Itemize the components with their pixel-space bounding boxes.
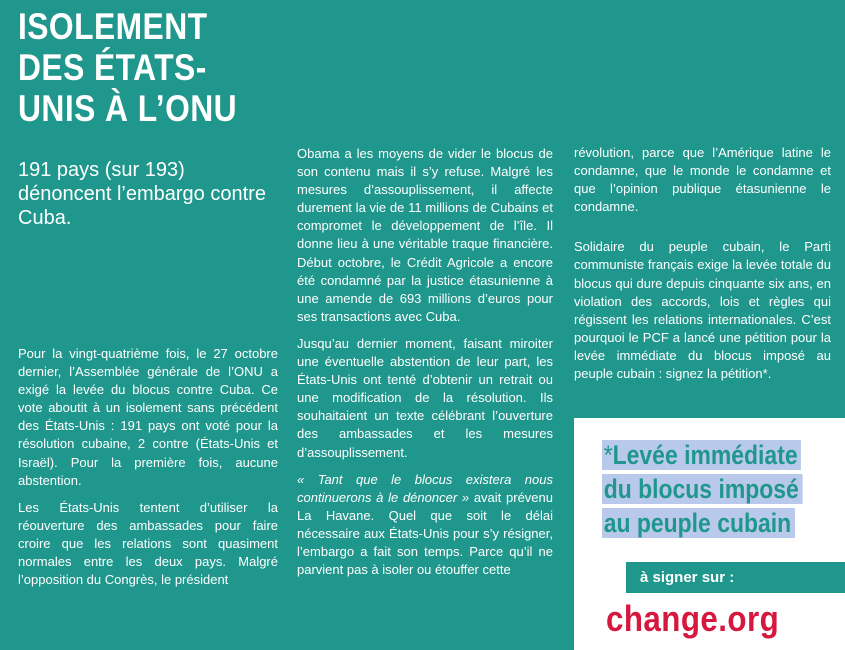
column-2: [297, 145, 553, 588]
paragraph: Les États-Unis tentent d’utiliser la réouverture des ambassades pour faire croire que les relations sont quasiment normales entre les deux pays. Malgré l’opposition du Congrès, le président: [18, 499, 278, 588]
article-title: [18, 6, 242, 129]
petition-heading: [602, 438, 798, 540]
paragraph: Solidaire du peuple cubain, le Parti communiste français exige la levée totale du blocus qui dure depuis cinquante six ans, en violation des accords, lois et règles qui régissent les relations internationales. C’est pourquoi le PCF a lancé une pétition pour la levée immédiate du blocus imposé au peuple cubain : signez la pétition*.: [574, 239, 831, 382]
column-3: [574, 144, 831, 392]
asterisk-mark: *: [603, 440, 613, 470]
paragraph: Pour la vingt-quatrième fois, le 27 octobre dernier, l’Assemblée générale de l’ONU a exigé la levée du blocus contre Cuba. Ce vote aboutit à un isolement sans précédent des États-Unis : 191 pays ont voté pour la résolution cubaine, 2 contre (États-Unis et Israël). Pour la première fois, aucune abstention.: [18, 346, 278, 488]
quote-text: « Tant que le blocus existera nous continuerons à le dénoncer »: [297, 471, 553, 505]
petition-panel: [574, 418, 845, 650]
title-line-1: ISOLEMENT: [18, 6, 208, 47]
petition-line-1: Levée immédiate: [612, 440, 798, 470]
column-1: [18, 345, 278, 598]
paragraph-text: avait prévenu La Havane. Quel que soit le délai nécessaire aux États-Unis pour s’y résigner, l’embargo a fait son temps. Parce qu’il ne parvient pas à isoler ou étouffer cette: [297, 489, 553, 578]
sign-label: à signer sur :: [640, 569, 735, 586]
petition-site-link[interactable]: change.org: [606, 598, 780, 639]
title-line-2: DES ÉTATS-: [18, 47, 207, 88]
highlight-line-1: [602, 440, 801, 470]
petition-line-3: au peuple cubain: [602, 508, 795, 538]
article-subtitle: 191 pays (sur 193) dénoncent l’embargo contre Cuba.: [18, 159, 266, 229]
petition-line-2: du blocus imposé: [602, 474, 802, 504]
paragraph: [297, 471, 553, 580]
paragraph: révolution, parce que l’Amérique latine le condamne, que le monde le condamne et que l’opinion publique étasunienne le condamne.: [574, 145, 831, 215]
sign-banner: [626, 562, 845, 593]
paragraph: Obama a les moyens de vider le blocus de son contenu mais il s’y refuse. Malgré les mesures d’assouplissement, il affecte durement la vie de 11 millions de Cubains et compromet le développement de l’île. Il donne lieu à une véritable traque financière. Début octobre, le Crédit Agricole a encore été condamné par la justice étasunienne à une amende de 693 millions d’euros pour ses transactions avec Cuba.: [297, 146, 553, 324]
paragraph: Jusqu’au dernier moment, faisant miroiter une éventuelle abstention de leur part, les États-Unis ont tenté d’obtenir un retrait ou une modification de la résolution. Ils souhaitaient un texte célébrant l’ouverture des ambassades et les mesures d’assouplissement.: [297, 335, 553, 460]
title-line-3: UNIS À L’ONU: [18, 88, 238, 129]
